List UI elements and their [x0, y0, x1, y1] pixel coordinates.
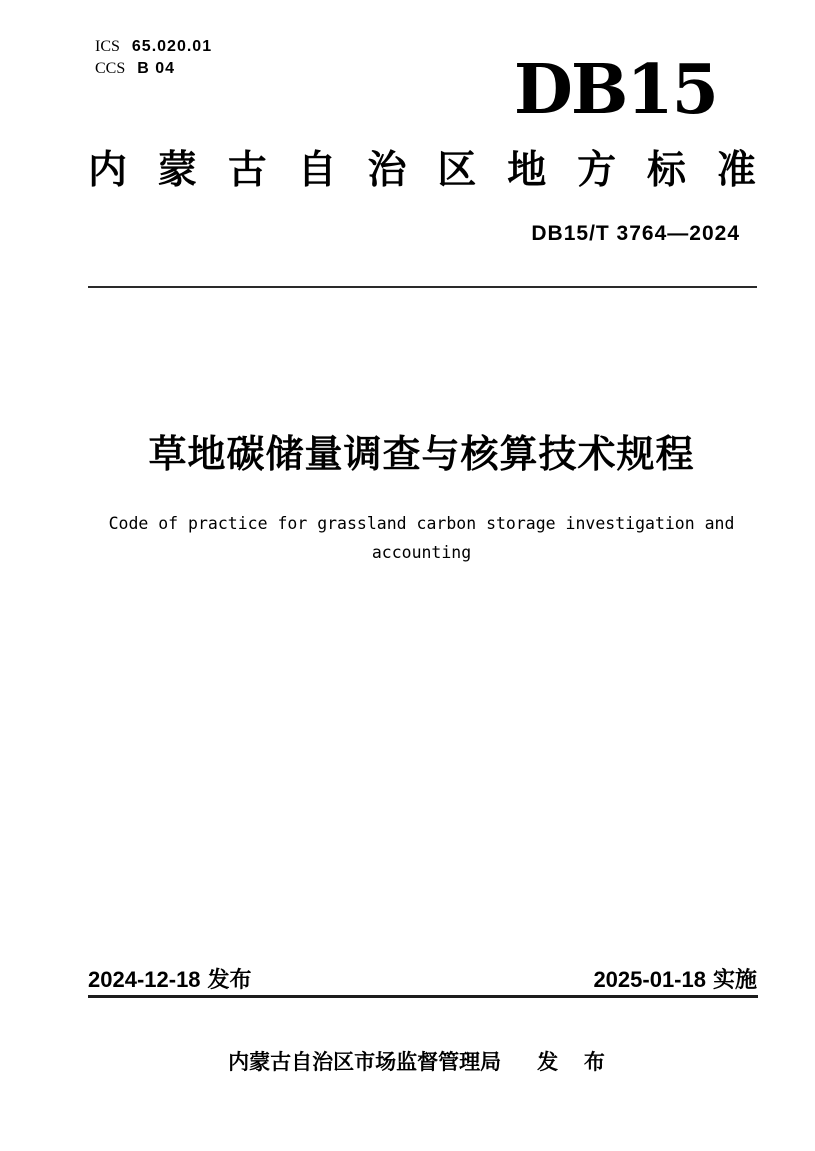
standard-name-char: 古 — [227, 149, 267, 192]
title-english-line2: accounting — [371, 543, 472, 562]
title-english — [58, 509, 785, 567]
ccs-label: CCS — [95, 60, 126, 77]
header-divider-line — [88, 286, 757, 288]
classification-codes — [95, 36, 212, 80]
ccs-value: B 04 — [137, 60, 176, 77]
ics-value: 65.020.01 — [131, 38, 213, 55]
date-row — [88, 963, 757, 994]
implementation-date: 2025-01-18 — [593, 967, 706, 992]
issue-date: 2024-12-18 — [88, 967, 201, 992]
publisher-row — [88, 1046, 755, 1076]
implementation-label: 实施 — [712, 967, 757, 992]
title-chinese: 草地碳储量调查与核算技术规程 — [148, 434, 695, 476]
publish-action-label: 发 布 — [537, 1051, 615, 1074]
standard-name-char: 标 — [647, 149, 687, 192]
issue-label: 发布 — [207, 967, 252, 992]
standard-name-char: 准 — [716, 149, 756, 192]
standard-name-char: 区 — [437, 149, 477, 192]
standard-name-char: 内 — [88, 149, 128, 192]
publisher-name: 内蒙古自治区市场监督管理局 — [228, 1051, 502, 1074]
standard-name-char: 自 — [297, 149, 337, 192]
standard-name-char: 地 — [507, 149, 547, 192]
standard-name-char: 蒙 — [157, 149, 197, 192]
footer-divider-line — [88, 995, 758, 998]
issue-date-item — [88, 963, 252, 994]
standard-name-char: 方 — [577, 149, 617, 192]
standard-name-char: 治 — [367, 149, 407, 192]
ccs-row — [95, 58, 212, 80]
ics-label: ICS — [95, 38, 120, 55]
standard-name-heading — [88, 148, 756, 195]
document-number: DB15/T 3764—2024 — [531, 222, 740, 245]
ics-row — [95, 36, 212, 58]
db15-standard-mark: DB15 — [513, 50, 717, 130]
title-english-line1: Code of practice for grassland carbon storage investigation and — [108, 514, 735, 533]
implementation-date-item — [593, 963, 757, 994]
